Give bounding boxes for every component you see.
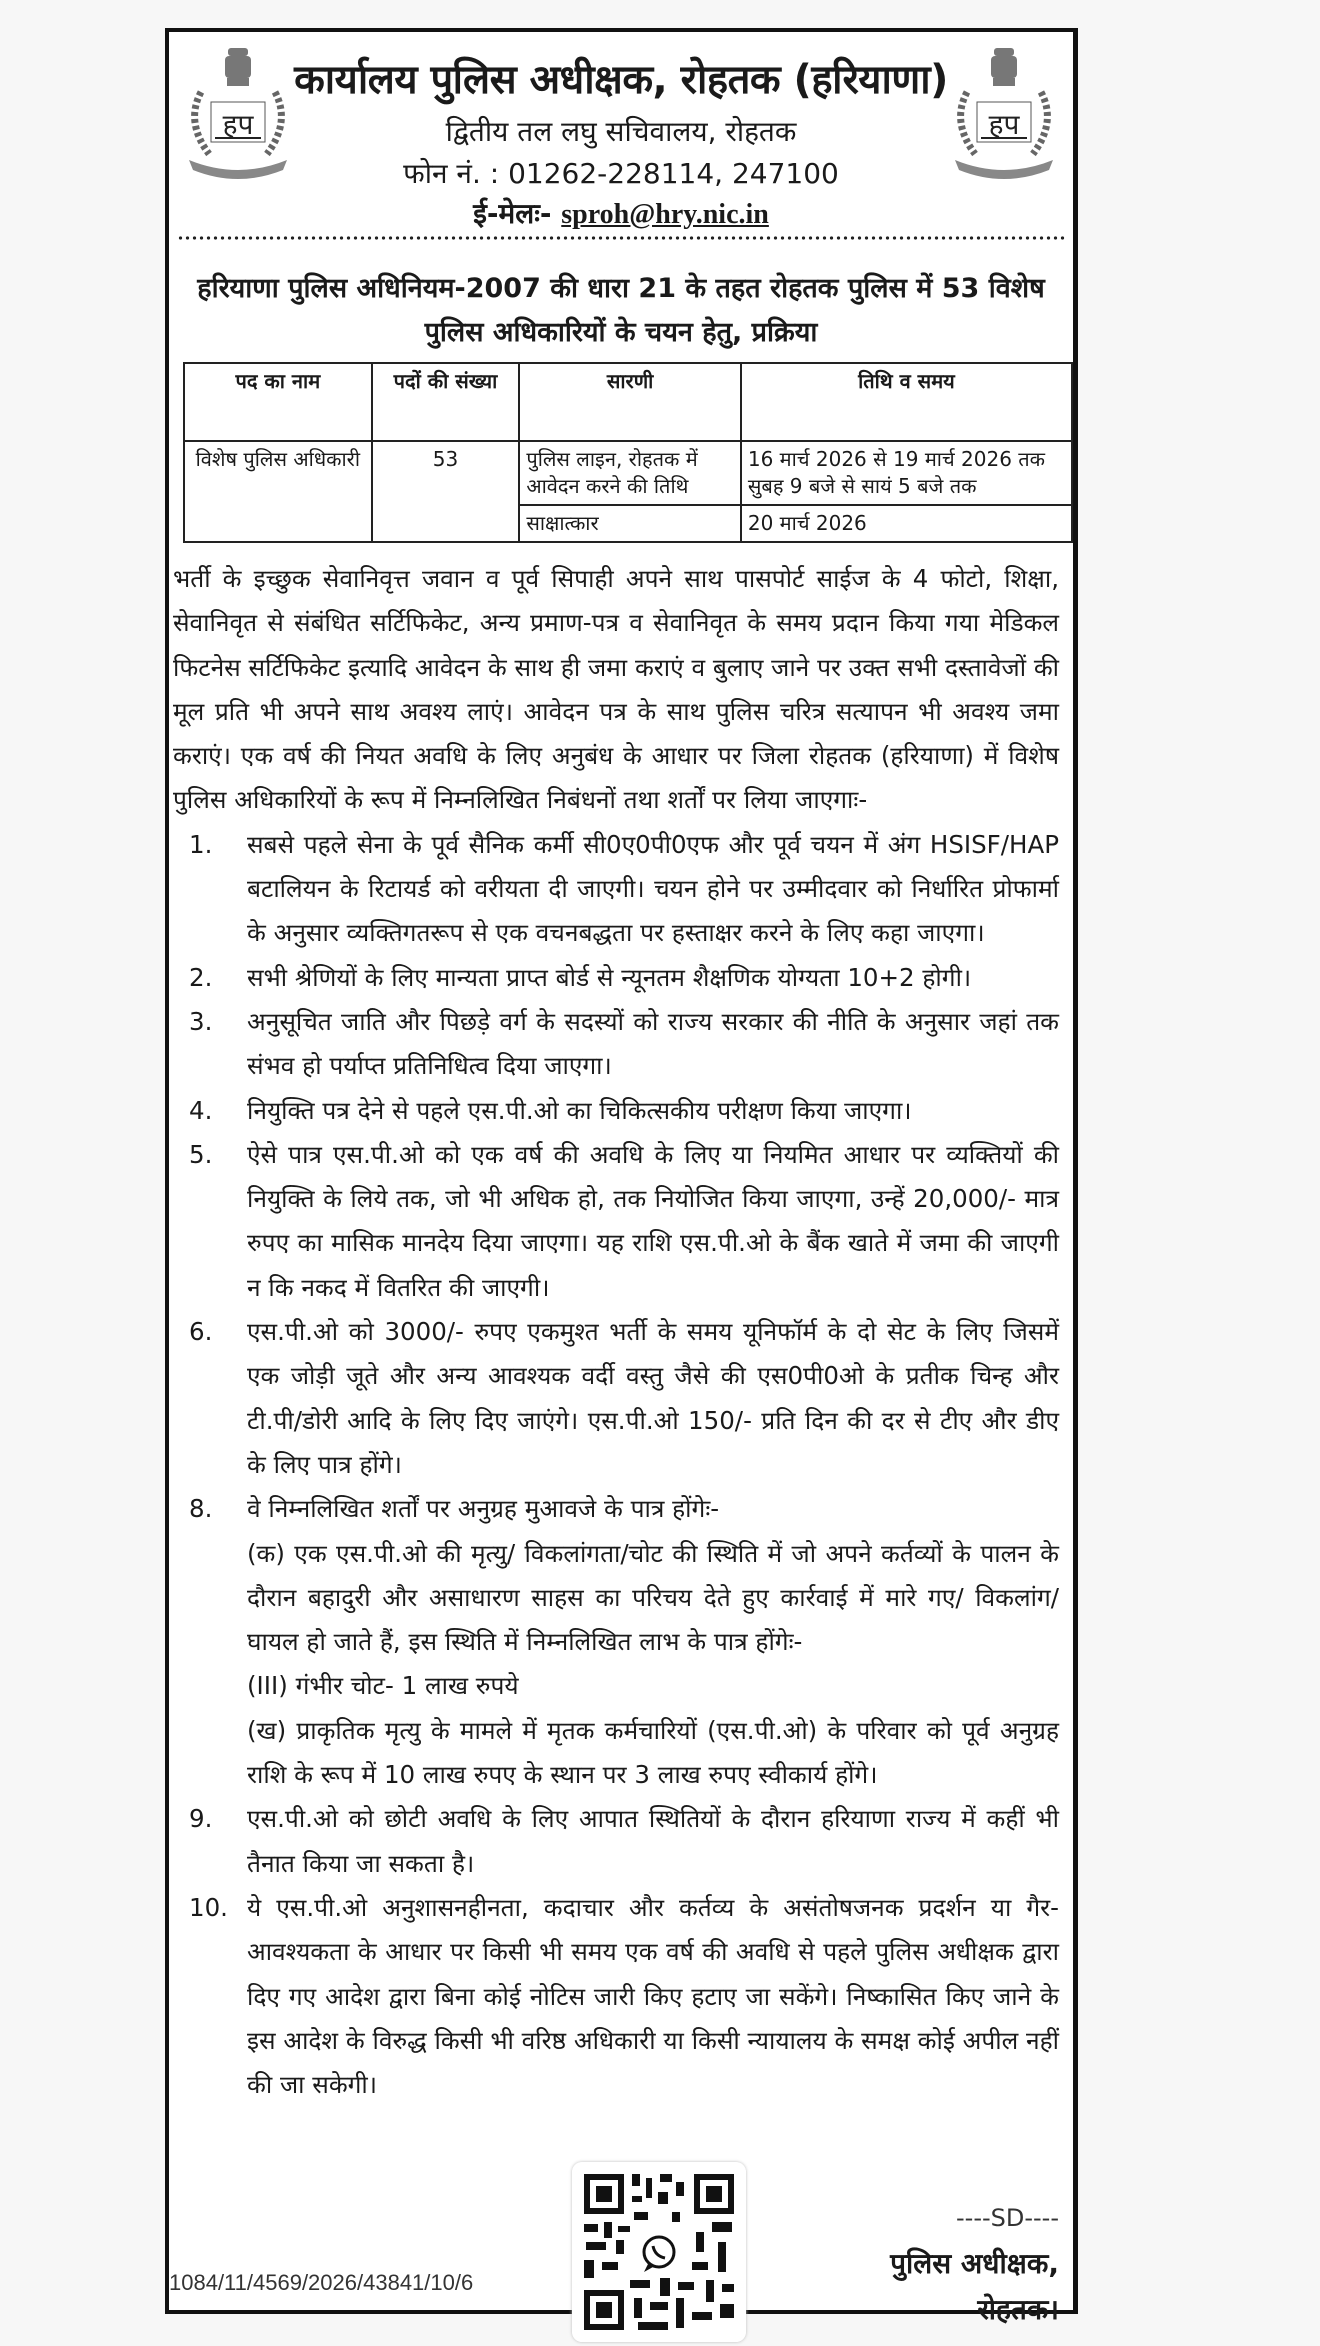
table-header: पदों की संख्या xyxy=(372,363,520,441)
term-item xyxy=(173,1133,1059,1310)
notice-title: हरियाणा पुलिस अधिनियम-2007 की धारा 21 के तहत रोहतक पुलिस में 53 विशेष पुलिस अधिकारियों के चयन हेतु, प्रक्रिया xyxy=(197,273,1045,348)
term-number: 5. xyxy=(189,1139,213,1169)
signatory-designation: पुलिस अधीक्षक, xyxy=(890,2247,1059,2280)
svg-text:हप: हप xyxy=(988,108,1020,141)
intro-paragraph: भर्ती के इच्छुक सेवानिवृत्त जवान व पूर्व सिपाही अपने साथ पासपोर्ट साईज के 4 फोटो, शिक्षा, सेवानिवृत से संबंधित सर्टिफिकेट, अन्य प्रमाण-पत्र व सेवानिवृत के समय प्रदान किया गया मेडिकल फिटनेस सर्टिफिकेट इत्यादि आवेदन के साथ ही जमा कराएं व बुलाए जाने पर उक्त सभी दस्तावेजों की मूल प्रति भी अपने साथ अवश्य लाएं। आवेदन पत्र के साथ पुलिस चरित्र सत्यापन भी अवश्य जमा कराएं। एक वर्ष की नियत अवधि के लिए अनुबंध के आधार पर जिला रोहतक (हरियाणा) में विशेष पुलिस अधिकारियों के रूप में निम्नलिखित निबंधनों तथा शर्तों पर लिया जाएगाः- xyxy=(173,564,1059,815)
term-subclause: (III) गंभीर चोट- 1 लाख रुपये xyxy=(247,1671,519,1701)
term-text: एस.पी.ओ को 3000/- रुपए एकमुश्त भर्ती के समय यूनिफॉर्म के दो सेट के लिए जिसमें एक जोड़ी जूते और अन्य आवश्यक वर्दी वस्तु जैसे की एस0पी0ओ के प्रतीक चिन्ह और टी.पी/डोरी आदि के लिए दिए जाएंगे। एस.पी.ओ 150/- प्रति दिन की दर से टीए और डीए के लिए पात्र होंगे। xyxy=(247,1317,1059,1479)
term-number: 8. xyxy=(189,1494,213,1524)
table-header-row xyxy=(184,363,1072,441)
table-header: तिथि व समय xyxy=(741,363,1072,441)
whatsapp-qr-code-icon[interactable] xyxy=(572,2162,746,2342)
datetime-cell: 20 मार्च 2026 xyxy=(741,505,1072,542)
term-number: 2. xyxy=(189,962,213,992)
term-subclause: (ख) प्राकृतिक मृत्यु के मामले में मृतक कर्मचारियों (एस.पी.ओ) के परिवार को पूर्व अनुग्रह राशि के रूप में 10 लाख रुपए के स्थान पर 3 लाख रुपए स्वीकार्य होंगे। xyxy=(247,1715,1059,1790)
term-item xyxy=(173,823,1059,956)
term-number: 9. xyxy=(189,1804,213,1834)
term-item xyxy=(173,1310,1059,1487)
term-number: 6. xyxy=(189,1317,213,1347)
term-item xyxy=(173,1089,1059,1133)
email-label: ई-मेलः- xyxy=(473,197,552,230)
office-title: कार्यालय पुलिस अधीक्षक, रोहतक (हरियाणा) xyxy=(294,57,948,103)
notice-body xyxy=(173,557,1059,2107)
term-text: ये एस.पी.ओ अनुशासनहीनता, कदाचार और कर्तव्य के असंतोषजनक प्रदर्शन या गैर-आवश्यकता के आधार पर किसी भी समय एक वर्ष की अवधि से पहले पुलिस अधीक्षक द्वारा दिए गए आदेश द्वारा बिना कोई नोटिस जारी किए हटाए जा सकेंगे। निष्कासित किए जाने के इस आदेश के विरुद्ध किसी भी वरिष्ठ अधिकारी या किसी न्यायालय के समक्ष कोई अपील नहीं की जा सकेगी। xyxy=(247,1892,1059,2100)
term-number: 3. xyxy=(189,1006,213,1036)
schedule-table xyxy=(183,362,1073,543)
email-link[interactable]: sproh@hry.nic.in xyxy=(561,199,769,230)
term-item xyxy=(173,1487,1059,1797)
table-header: सारणी xyxy=(519,363,741,441)
post-name-cell: विशेष पुलिस अधिकारी xyxy=(184,441,372,542)
dotted-separator xyxy=(177,235,1065,241)
term-number: 10. xyxy=(189,1892,228,1922)
office-phone: फोन नं. : 01262-228114, 247100 xyxy=(403,157,839,190)
table-row xyxy=(184,441,1072,505)
signatory-place: रोहतक। xyxy=(977,2293,1059,2326)
term-item xyxy=(173,1000,1059,1089)
term-text: ऐसे पात्र एस.पी.ओ को एक वर्ष की अवधि के लिए या नियमित आधार पर व्यक्तियों की नियुक्ति के लिये तक, जो भी अधिक हो, तक नियोजित किया जाएगा, उन्हें 20,000/- मात्र रुपए का मासिक मानदेय दिया जाएगा। यह राशि एस.पी.ओ के बैंक खाते में जमा की जाएगी न कि नकद में वितरित की जाएगी। xyxy=(247,1139,1059,1302)
term-text: अनुसूचित जाति और पिछड़े वर्ग के सदस्यों को राज्य सरकार की नीति के अनुसार जहां तक संभव हो पर्याप्त प्रतिनिधित्व दिया जाएगा। xyxy=(247,1006,1059,1081)
term-item xyxy=(173,1797,1059,1886)
term-text: सबसे पहले सेना के पूर्व सैनिक कर्मी सी0ए0पी0एफ और पूर्व चयन में अंग HSISF/HAP बटालियन के रिटायर्ड को वरीयता दी जाएगी। चयन होने पर उम्मीदवार को निर्धारित प्रोफार्मा के अनुसार व्यक्तिगतरूप से एक वचनबद्धता पर हस्ताक्षर करने के लिए कहा जाएगा। xyxy=(247,829,1059,948)
datetime-cell: 16 मार्च 2026 से 19 मार्च 2026 तक सुबह 9 बजे से सायं 5 बजे तक xyxy=(741,441,1072,505)
term-number: 4. xyxy=(189,1095,213,1125)
schedule-cell: साक्षात्कार xyxy=(519,505,741,542)
term-text: एस.पी.ओ को छोटी अवधि के लिए आपात स्थितियों के दौरान हरियाणा राज्य में कहीं भी तैनात किया जा सकता है। xyxy=(247,1804,1059,1878)
table-header: पद का नाम xyxy=(184,363,372,441)
office-address: द्वितीय तल लघु सचिवालय, रोहतक xyxy=(445,115,797,148)
term-item xyxy=(173,1886,1059,2107)
office-email xyxy=(169,194,1073,232)
notice-document xyxy=(165,28,1078,2326)
svg-text:हप: हप xyxy=(222,108,254,141)
term-number: 1. xyxy=(189,829,213,859)
term-item xyxy=(173,956,1059,1000)
term-text: नियुक्ति पत्र देने से पहले एस.पी.ओ का चिकित्सकीय परीक्षण किया जाएगा। xyxy=(247,1095,912,1125)
schedule-cell: पुलिस लाइन, रोहतक में आवेदन करने की तिथि xyxy=(519,441,741,505)
reference-number: 1084/11/4569/2026/43841/10/6 xyxy=(169,2270,474,2295)
terms-list xyxy=(173,823,1059,2108)
term-subclause: (क) एक एस.पी.ओ की मृत्यु/ विकलांगता/चोट की स्थिति में जो अपने कर्तव्यों के पालन के दौरान बहादुरी और असाधारण साहस का परिचय देते हुए कार्रवाई में मारे गए/ विकलांग/ घायल हो जाते हैं, इस स्थिति में निम्नलिखित लाभ के पात्र होंगेः- xyxy=(247,1538,1059,1657)
term-text: वे निम्नलिखित शर्तों पर अनुग्रह मुआवजे के पात्र होंगेः- xyxy=(247,1494,720,1524)
post-count-cell: 53 xyxy=(372,441,520,542)
signature-sd: ----SD---- xyxy=(956,2204,1059,2232)
term-text: सभी श्रेणियों के लिए मान्यता प्राप्त बोर्ड से न्यूनतम शैक्षणिक योग्यता 10+2 होगी। xyxy=(247,962,972,992)
